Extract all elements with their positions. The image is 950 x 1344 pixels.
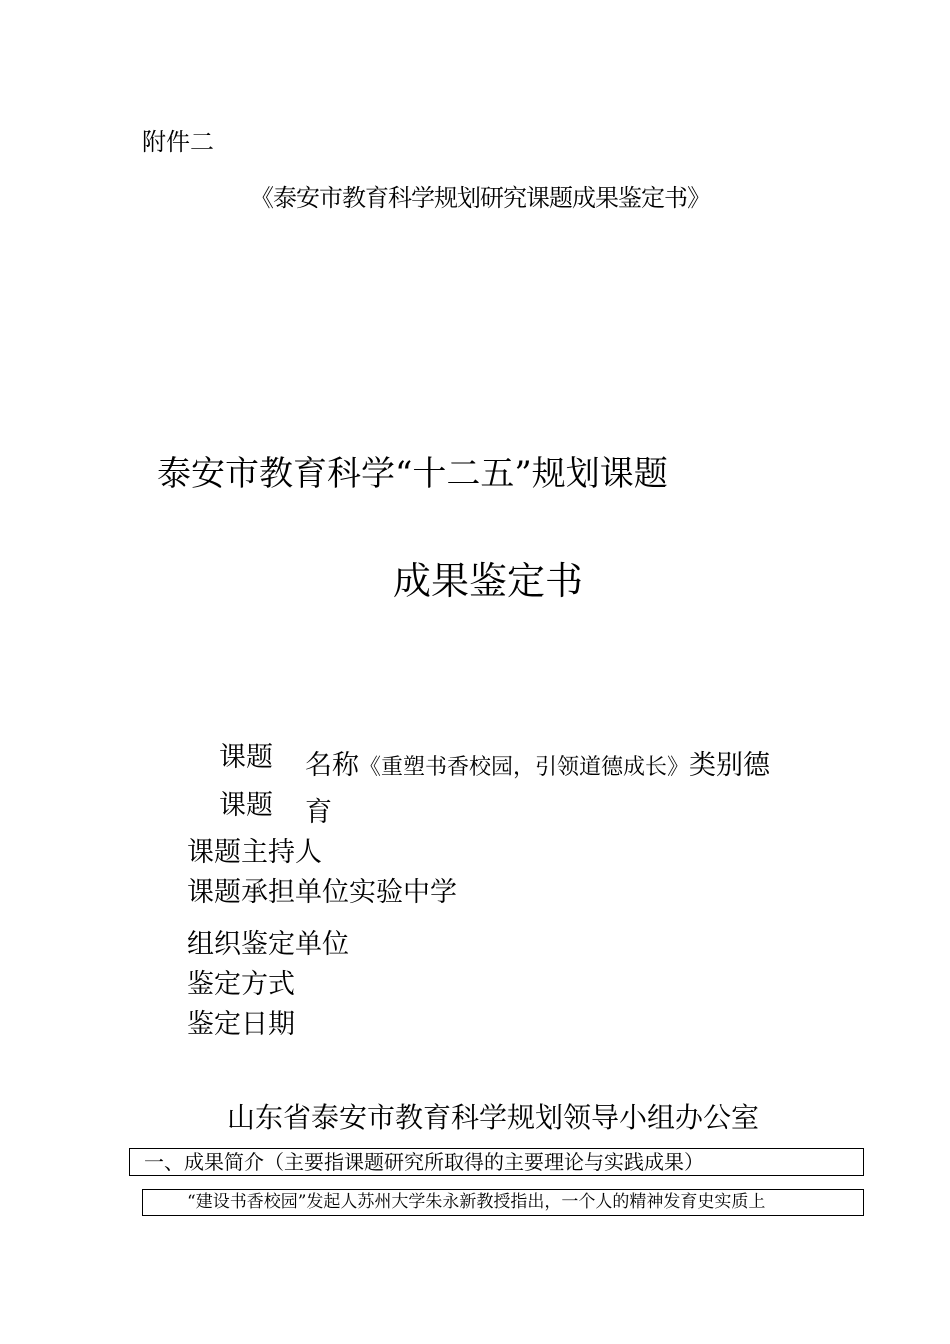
unit-field [187, 870, 457, 909]
section-content-box [142, 1189, 864, 1216]
document-title: 《泰安市教育科学规划研究课题成果鉴定书》 [250, 184, 710, 212]
host-field [187, 830, 322, 869]
category-label: 类别 [689, 750, 744, 781]
cover-main-heading: 泰安市教育科学“十二五”规划课题 [157, 454, 668, 494]
org-field [187, 922, 349, 961]
category-value-part1: 德 [743, 750, 771, 781]
host-label: 课题主持人 [187, 837, 322, 868]
date-field [187, 1002, 295, 1041]
topic-name-prefix: 名称 [305, 750, 359, 781]
unit-value: 实验中学 [349, 877, 457, 908]
unit-label: 课题承担单位 [187, 877, 349, 908]
topic-name-line [305, 743, 770, 782]
attachment-label: 附件二 [142, 128, 214, 156]
topic-label-second: 课题 [219, 790, 273, 821]
issuing-office: 山东省泰安市教育科学规划领导小组办公室 [227, 1101, 760, 1134]
category-value-part2: 育 [305, 797, 332, 828]
section-heading-box [129, 1148, 864, 1176]
method-field [187, 962, 295, 1001]
cover-sub-heading: 成果鉴定书 [393, 559, 584, 603]
topic-name-value: 《重塑书香校园，引领道德成长》 [359, 755, 690, 780]
date-label: 鉴定日期 [187, 1009, 295, 1040]
topic-label: 课题 [219, 742, 273, 773]
org-label: 组织鉴定单位 [187, 929, 349, 960]
method-label: 鉴定方式 [187, 969, 295, 1000]
section-heading: 一、成果简介（主要指课题研究所取得的主要理论与实践成果） [144, 1150, 704, 1174]
section-content-line: “建设书香校园”发起人苏州大学朱永新教授指出，一个人的精神发育史实质上 [187, 1192, 766, 1212]
